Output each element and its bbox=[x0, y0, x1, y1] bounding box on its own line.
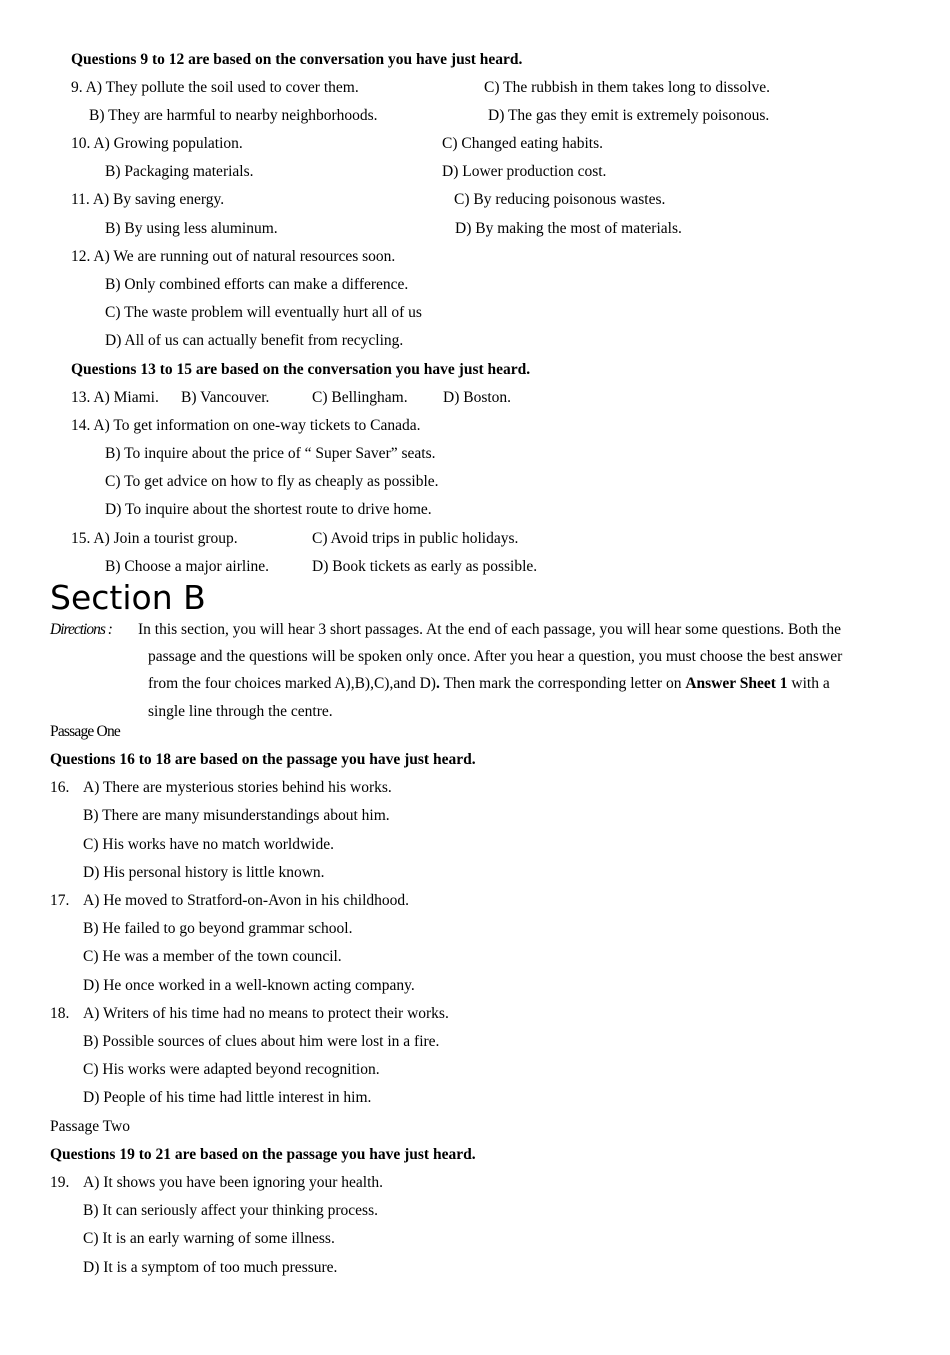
q11-option-a: 11. A) By saving energy. bbox=[71, 191, 225, 208]
q17-option-b: B) He failed to go beyond grammar school. bbox=[83, 920, 353, 937]
directions-line-4: single line through the centre. bbox=[148, 703, 333, 720]
q11-option-b: B) By using less aluminum. bbox=[105, 220, 278, 237]
q14-option-b: B) To inquire about the price of “ Super Saver” seats. bbox=[105, 445, 436, 462]
q9-option-a: 9. A) They pollute the soil used to cover them. bbox=[71, 79, 359, 96]
q17-option-a: A) He moved to Stratford-on-Avon in his childhood. bbox=[83, 892, 410, 909]
q15-option-c: C) Avoid trips in public holidays. bbox=[312, 530, 519, 547]
q17-number: 17. bbox=[50, 892, 70, 909]
q18-option-d: D) People of his time had little interest in him. bbox=[83, 1089, 372, 1106]
q14-option-c: C) To get advice on how to fly as cheaply as possible. bbox=[105, 473, 439, 490]
q14-option-a: 14. A) To get information on one-way tickets to Canada. bbox=[71, 417, 421, 434]
q15-option-b: B) Choose a major airline. bbox=[105, 558, 269, 575]
q16-option-c: C) His works have no match worldwide. bbox=[83, 836, 334, 853]
q12-option-b: B) Only combined efforts can make a difference. bbox=[105, 276, 409, 293]
q14-option-d: D) To inquire about the shortest route to drive home. bbox=[105, 501, 432, 518]
directions-line-3-pre: from the four choices marked A),B),C),and D) bbox=[148, 675, 436, 692]
q10-option-a: 10. A) Growing population. bbox=[71, 135, 243, 152]
answer-sheet-label: Answer Sheet 1 bbox=[685, 675, 788, 692]
directions-line-1: In this section, you will hear 3 short passages. At the end of each passage, you will hear some questions. Both the bbox=[138, 621, 841, 638]
q19-option-a: A) It shows you have been ignoring your health. bbox=[83, 1174, 384, 1191]
q18-option-c: C) His works were adapted beyond recognition. bbox=[83, 1061, 380, 1078]
q17-option-c: C) He was a member of the town council. bbox=[83, 948, 342, 965]
q16-option-b: B) There are many misunderstandings about him. bbox=[83, 807, 390, 824]
q13-option-c: C) Bellingham. bbox=[312, 389, 408, 406]
q11-option-c: C) By reducing poisonous wastes. bbox=[454, 191, 666, 208]
directions-label: Directions : bbox=[50, 621, 112, 638]
q9-option-b: B) They are harmful to nearby neighborhoods. bbox=[89, 107, 378, 124]
q10-option-c: C) Changed eating habits. bbox=[442, 135, 603, 152]
questions-heading-13-15: Questions 13 to 15 are based on the conversation you have just heard. bbox=[71, 361, 531, 378]
q18-option-b: B) Possible sources of clues about him were lost in a fire. bbox=[83, 1033, 440, 1050]
q9-option-d: D) The gas they emit is extremely poisonous. bbox=[488, 107, 770, 124]
passage-one-label: Passage One bbox=[50, 723, 120, 740]
directions-line-3-mid: Then mark the corresponding letter on bbox=[439, 675, 686, 692]
directions-line-3 bbox=[148, 674, 830, 694]
questions-heading-19-21: Questions 19 to 21 are based on the passage you have just heard. bbox=[50, 1146, 476, 1163]
directions-line-3-post: with a bbox=[787, 675, 830, 692]
q15-option-d: D) Book tickets as early as possible. bbox=[312, 558, 538, 575]
questions-heading-16-18: Questions 16 to 18 are based on the passage you have just heard. bbox=[50, 751, 476, 768]
q13-option-a: 13. A) Miami. bbox=[71, 389, 159, 406]
q16-option-a: A) There are mysterious stories behind his works. bbox=[83, 779, 392, 796]
directions-line-2: passage and the questions will be spoken only once. After you hear a question, you must choose the best answer bbox=[148, 648, 843, 665]
q9-option-c: C) The rubbish in them takes long to dissolve. bbox=[484, 79, 771, 96]
q17-option-d: D) He once worked in a well-known acting company. bbox=[83, 977, 415, 994]
q19-option-c: C) It is an early warning of some illness. bbox=[83, 1230, 335, 1247]
q15-option-a: 15. A) Join a tourist group. bbox=[71, 530, 238, 547]
q10-option-b: B) Packaging materials. bbox=[105, 163, 254, 180]
q10-option-d: D) Lower production cost. bbox=[442, 163, 607, 180]
q11-option-d: D) By making the most of materials. bbox=[455, 220, 682, 237]
questions-heading-9-12: Questions 9 to 12 are based on the conversation you have just heard. bbox=[71, 51, 523, 68]
q18-option-a: A) Writers of his time had no means to protect their works. bbox=[83, 1005, 449, 1022]
q12-option-d: D) All of us can actually benefit from recycling. bbox=[105, 332, 404, 349]
q19-option-b: B) It can seriously affect your thinking process. bbox=[83, 1202, 378, 1219]
q13-option-d: D) Boston. bbox=[443, 389, 512, 406]
q12-option-c: C) The waste problem will eventually hurt all of us bbox=[105, 304, 422, 321]
directions-line-3-dot: . bbox=[435, 675, 440, 692]
section-b-title: Section B bbox=[50, 578, 206, 617]
q18-number: 18. bbox=[50, 1005, 70, 1022]
passage-two-label: Passage Two bbox=[50, 1118, 130, 1135]
q16-number: 16. bbox=[50, 779, 70, 796]
q19-option-d: D) It is a symptom of too much pressure. bbox=[83, 1259, 338, 1276]
q19-number: 19. bbox=[50, 1174, 70, 1191]
q13-option-b: B) Vancouver. bbox=[181, 389, 270, 406]
q12-option-a: 12. A) We are running out of natural resources soon. bbox=[71, 248, 396, 265]
q16-option-d: D) His personal history is little known. bbox=[83, 864, 325, 881]
